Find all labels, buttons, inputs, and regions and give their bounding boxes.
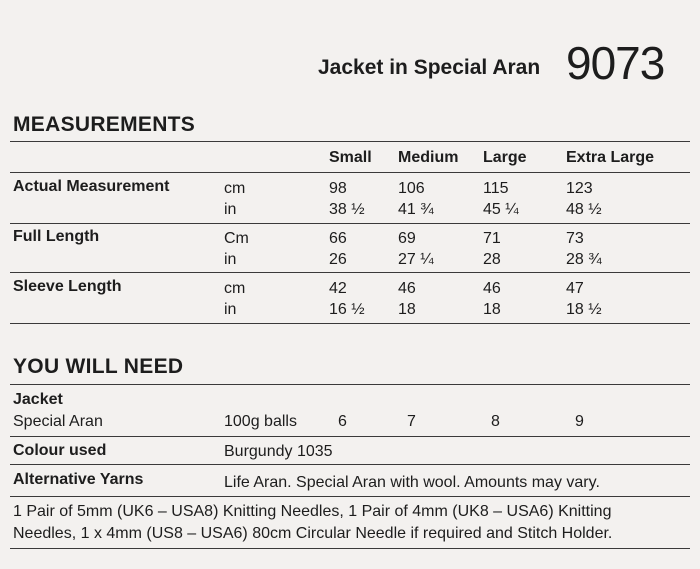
value-cell: 69 [398,230,416,247]
value-cell: 66 [329,230,347,247]
unit-cm: cm [224,180,246,197]
value-cell: 18 ½ [566,301,602,318]
value-cell: 18 [483,301,501,318]
divider [10,141,690,142]
value-cell: 38 ½ [329,201,365,218]
size-extra-large-header: Extra Large [566,149,655,166]
value-cell: 26 [329,251,347,268]
value-cell: 27 ¼ [398,251,434,268]
divider [10,496,690,497]
balls-value: 6 [338,413,347,430]
colour-value: Burgundy 1035 [224,443,333,460]
balls-value: 7 [407,413,416,430]
divider [10,272,690,273]
row-label-actual-measurement: Actual Measurement [13,178,170,195]
unit-in: in [224,301,237,318]
divider [10,323,690,324]
colour-label: Colour used [13,442,107,459]
pattern-number: 9073 [566,37,665,89]
jacket-label: Jacket [13,391,63,408]
value-cell: 106 [398,180,425,197]
divider [10,223,690,224]
size-medium-header: Medium [398,149,459,166]
value-cell: 18 [398,301,416,318]
divider [10,384,690,385]
needles-text-line-1: 1 Pair of 5mm (UK6 – USA8) Knitting Needles, 1 Pair of 4mm (UK8 – USA6) Knitting [13,503,612,520]
value-cell: 42 [329,280,347,297]
value-cell: 71 [483,230,501,247]
balls-label: 100g balls [224,413,297,430]
value-cell: 98 [329,180,347,197]
value-cell: 28 ¾ [566,251,602,268]
divider [10,548,690,549]
value-cell: 48 ½ [566,201,602,218]
value-cell: 47 [566,280,584,297]
row-label-sleeve-length: Sleeve Length [13,278,122,295]
size-large-header: Large [483,149,527,166]
balls-value: 9 [575,413,584,430]
unit-in: in [224,201,237,218]
pattern-title: Jacket in Special Aran [318,56,541,79]
unit-cm: cm [224,280,246,297]
value-cell: 28 [483,251,501,268]
value-cell: 46 [483,280,501,297]
divider [10,464,690,465]
value-cell: 115 [483,180,509,197]
alternative-yarns-label: Alternative Yarns [13,471,144,488]
value-cell: 73 [566,230,584,247]
measurements-heading: MEASUREMENTS [13,113,196,136]
balls-value: 8 [491,413,500,430]
value-cell: 16 ½ [329,301,365,318]
alternative-yarns-value: Life Aran. Special Aran with wool. Amounts may vary. [224,474,600,491]
value-cell: 41 ¾ [398,201,434,218]
divider [10,436,690,437]
unit-in: in [224,251,237,268]
value-cell: 123 [566,180,593,197]
value-cell: 45 ¼ [483,201,519,218]
size-small-header: Small [329,149,372,166]
you-will-need-heading: YOU WILL NEED [13,355,184,378]
divider [10,172,690,173]
needles-text-line-2: Needles, 1 x 4mm (US8 – USA6) 80cm Circular Needle if required and Stitch Holder. [13,525,613,542]
yarn-label: Special Aran [13,413,103,430]
value-cell: 46 [398,280,416,297]
unit-cm: Cm [224,230,249,247]
row-label-full-length: Full Length [13,228,100,245]
